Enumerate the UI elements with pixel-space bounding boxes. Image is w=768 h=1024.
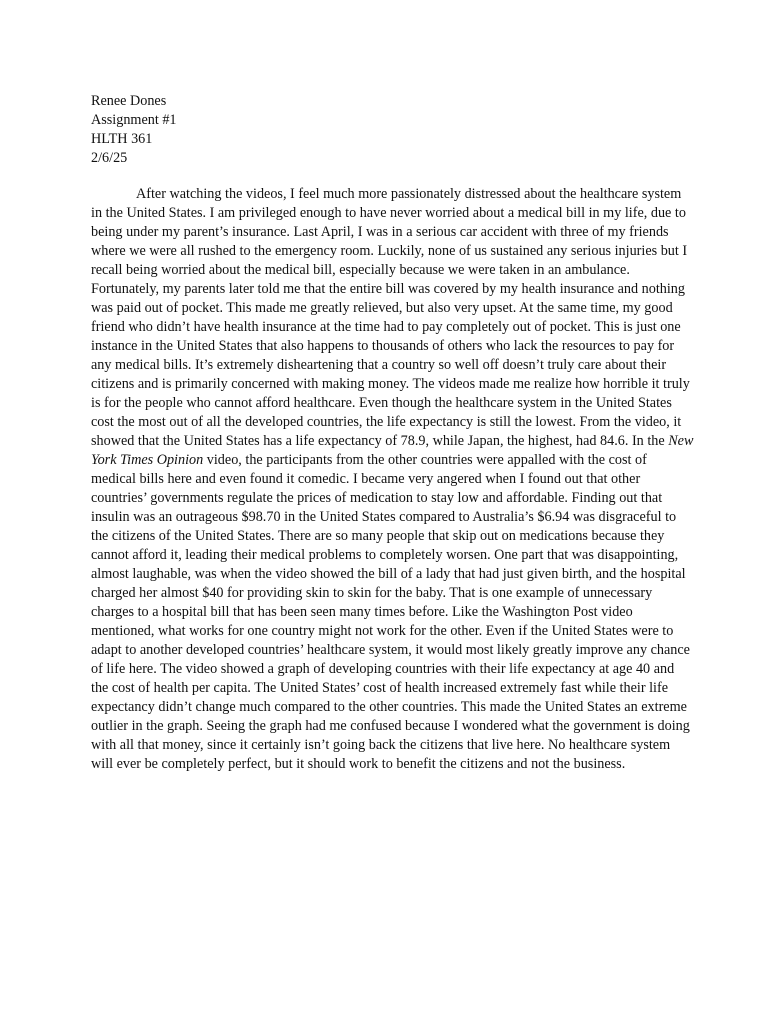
publication-title-part-1: New [668, 433, 694, 449]
essay-line: where we were all rushed to the emergency room. Luckily, none of us sustained any serious injuries but I [91, 243, 688, 259]
essay-line: of life here. The video showed a graph of developing countries with their life expectancy at age 40 and [91, 661, 675, 677]
author-name: Renee Dones [91, 93, 167, 109]
essay-line: being under my parent’s insurance. Last April, I was in a serious car accident with three of my friends [91, 224, 669, 240]
essay-line: Fortunately, my parents later told me that the entire bill was covered by my health insurance and nothing [91, 281, 685, 297]
essay-line: citizens and is primarily concerned with making money. The videos made me realize how horrible it truly [91, 376, 690, 392]
essay-line: charges to a hospital bill that has been seen many times before. Like the Washington Post video [91, 604, 633, 620]
essay-line: is for the people who cannot afford healthcare. Even though the healthcare system in the United States [91, 395, 672, 411]
essay-line-text: showed that the United States has a life expectancy of 78.9, while Japan, the highest, had 84.6. In the [91, 433, 665, 449]
essay-line: cost the most out of all the developed countries, the life expectancy is still the lowest. From the video, it [91, 414, 682, 430]
essay-line: charged her almost $40 for providing skin to skin for the baby. That is one example of unnecessary [91, 585, 653, 601]
essay-line: almost laughable, was when the video showed the bill of a lady that had just given birth, and the hospital [91, 566, 686, 582]
essay-line: medical bills here and even found it comedic. I became very angered when I found out that other [91, 471, 641, 487]
essay-line [91, 432, 694, 451]
essay-line: was paid out of pocket. This made me greatly relieved, but also very upset. At the same time, my good [91, 300, 673, 316]
essay-line: cannot afford it, leading their medical problems to completely worsen. One part that was disappointing, [91, 547, 679, 563]
essay-line: in the United States. I am privileged enough to have never worried about a medical bill in my life, due to [91, 205, 686, 221]
essay-line: insulin was an outrageous $98.70 in the United States compared to Australia’s $6.94 was disgraceful to [91, 509, 677, 525]
essay-line: recall being worried about the medical bill, especially because we were taken in an ambulance. [91, 262, 630, 278]
essay-line: countries’ governments regulate the prices of medication to stay low and affordable. Finding out that [91, 490, 663, 506]
essay-line: the cost of health per capita. The United States’ cost of health increased extremely fast while their life [91, 680, 669, 696]
essay-line: instance in the United States that also happens to thousands of others who lack the resources to pay for [91, 338, 675, 354]
essay-line: adapt to another developed countries’ healthcare system, it would most likely greatly improve any chance [91, 642, 690, 658]
essay-line: with all that money, since it certainly isn’t going back the citizens that live here. No healthcare system [91, 737, 671, 753]
essay-line: expectancy didn’t change much compared to the other countries. This made the United States an extreme [91, 699, 687, 715]
course-code: HLTH 361 [91, 131, 153, 147]
essay-line: outlier in the graph. Seeing the graph had me confused because I wondered what the government is doing [91, 718, 690, 734]
document-header [91, 92, 177, 168]
document-date: 2/6/25 [91, 150, 128, 166]
essay-line-text: video, the participants from the other countries were appalled with the cost of [206, 452, 647, 468]
assignment-label: Assignment #1 [91, 112, 177, 128]
essay-line: mentioned, what works for one country might not work for the other. Even if the United States were to [91, 623, 674, 639]
essay-line: the citizens of the United States. There are so many people that skip out on medications because they [91, 528, 665, 544]
essay-line: will ever be completely perfect, but it should work to benefit the citizens and not the business. [91, 756, 626, 772]
essay-line [91, 451, 681, 470]
essay-line: friend who didn’t have health insurance at the time had to pay completely out of pocket. This is just one [91, 319, 681, 335]
essay-line: any medical bills. It’s extremely disheartening that a country so well off doesn’t truly care about their [91, 357, 667, 373]
essay-paragraph [91, 185, 694, 774]
essay-line: After watching the videos, I feel much more passionately distressed about the healthcare system [136, 186, 682, 202]
publication-title-part-2: York Times Opinion [91, 452, 204, 468]
